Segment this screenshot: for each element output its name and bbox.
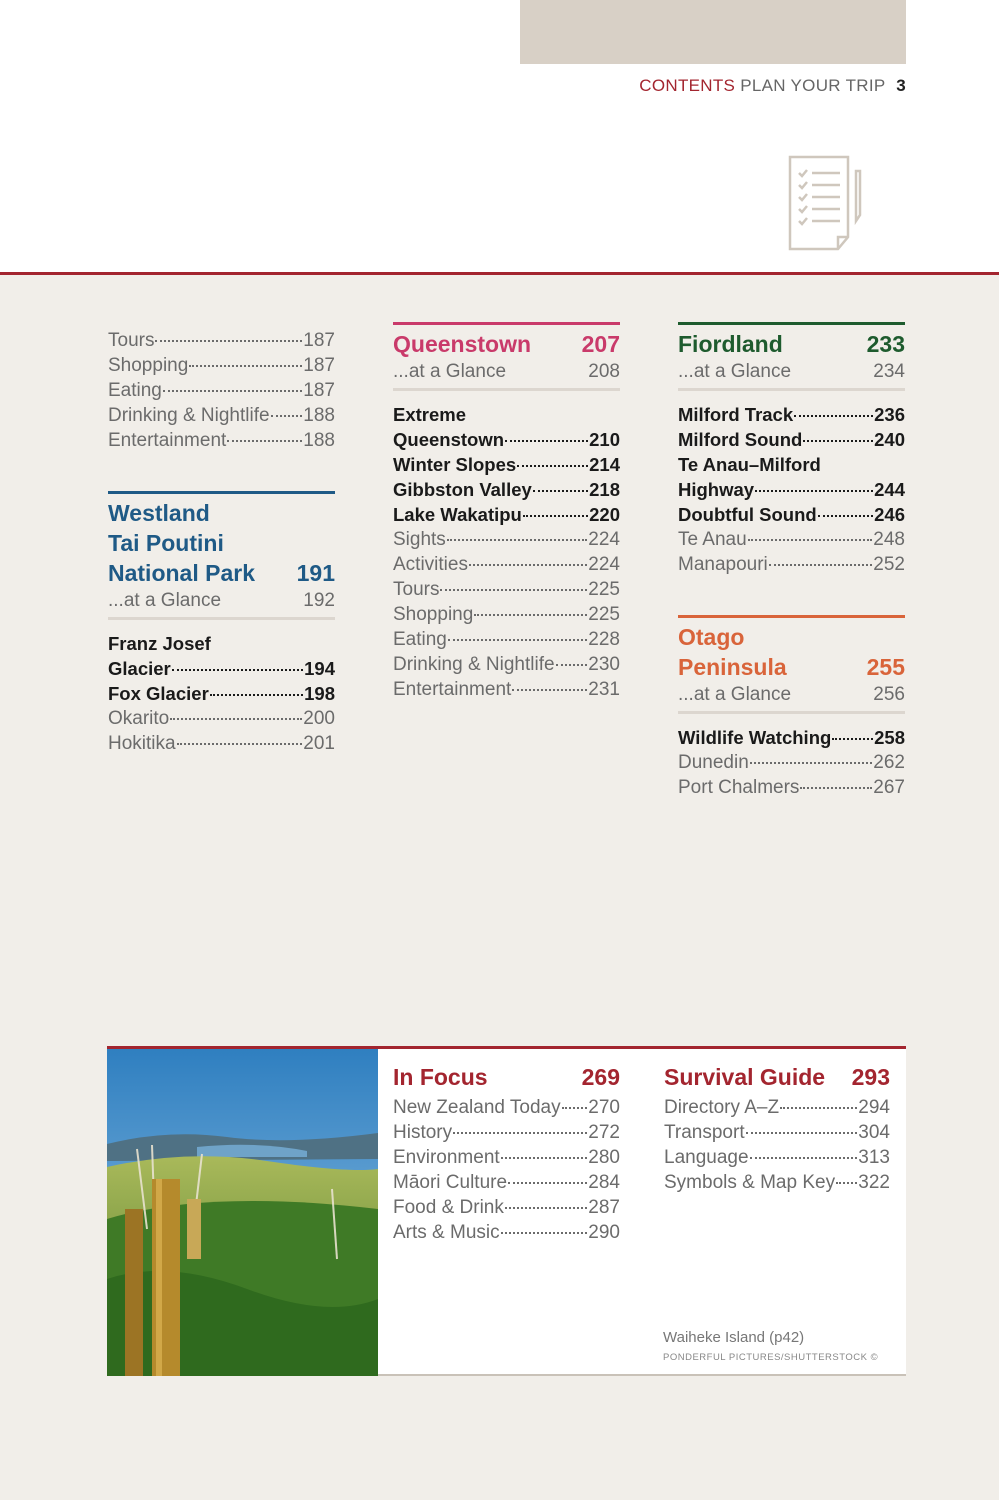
leader-dots <box>769 564 873 566</box>
toc-entry-label: Winter Slopes <box>393 454 517 475</box>
leader-dots <box>746 1132 858 1134</box>
toc-entry-label: Manapouri <box>678 554 768 575</box>
toc-entry[interactable] <box>393 627 620 652</box>
leader-dots <box>818 515 873 517</box>
leader-dots <box>832 738 873 740</box>
toc-entry[interactable] <box>393 1170 620 1195</box>
toc-entry-label: Language <box>664 1147 749 1168</box>
leader-dots <box>210 694 303 696</box>
toc-column-3 <box>678 322 905 800</box>
photo-credit: PONDERFUL PICTURES/SHUTTERSTOCK © <box>663 1352 879 1363</box>
leader-dots <box>780 1107 857 1109</box>
glance-page: 192 <box>303 590 335 611</box>
toc-entry-label: Entertainment <box>393 679 512 700</box>
toc-entry-page: 224 <box>588 554 620 575</box>
section-title: Queenstown <box>393 331 532 357</box>
toc-entry-label: Port Chalmers <box>678 777 800 798</box>
toc-entry[interactable] <box>108 378 335 403</box>
highlight-wrap-line[interactable]: Franz Josef <box>108 633 211 654</box>
page-number: 3 <box>896 76 906 95</box>
toc-entry-page: 214 <box>589 454 620 475</box>
toc-entry-page: 280 <box>588 1147 620 1168</box>
toc-entry-label: Shopping <box>108 355 189 376</box>
toc-entry-page: 240 <box>874 429 905 450</box>
toc-entry-label: Eating <box>108 380 162 401</box>
leader-dots <box>505 1207 587 1209</box>
toc-entry[interactable] <box>108 706 335 731</box>
section-page: 269 <box>581 1064 620 1090</box>
toc-entry-label: Transport <box>664 1122 745 1143</box>
toc-entry-label: New Zealand Today <box>393 1097 561 1118</box>
glance-entry[interactable] <box>678 359 905 391</box>
highlight-wrap-line[interactable]: Extreme <box>393 404 467 425</box>
section-page: 233 <box>866 331 905 357</box>
glance-label: ...at a Glance <box>108 590 222 611</box>
toc-entry-page: 224 <box>588 529 620 550</box>
toc-entry[interactable] <box>393 602 620 627</box>
toc-entry-label: Okarito <box>108 708 170 729</box>
toc-entry-label: Entertainment <box>108 430 227 451</box>
glance-label: ...at a Glance <box>678 361 792 382</box>
toc-column-1 <box>108 328 335 756</box>
toc-entry[interactable] <box>664 1095 890 1120</box>
toc-entry-page: 187 <box>303 380 335 401</box>
section-title-row[interactable] <box>393 329 620 359</box>
toc-entry-label: Sights <box>393 529 446 550</box>
toc-entry-label: Te Anau <box>678 529 747 550</box>
leader-dots <box>155 340 302 342</box>
toc-entry-label: Queenstown <box>393 429 505 450</box>
leader-dots <box>440 589 587 591</box>
toc-entry-page: 194 <box>304 658 335 679</box>
toc-entry-label: Fox Glacier <box>108 683 209 704</box>
leader-dots <box>505 440 588 442</box>
toc-entry-page: 188 <box>303 430 335 451</box>
survival-guide-column <box>664 1062 890 1195</box>
section-otago-peninsula <box>678 615 905 714</box>
glance-page: 208 <box>588 361 620 382</box>
toc-entry-label: Shopping <box>393 604 474 625</box>
toc-entry-page: 228 <box>588 629 620 650</box>
toc-list <box>108 328 335 453</box>
header-tab <box>520 0 906 64</box>
running-head <box>639 76 906 96</box>
highlight-entry[interactable] <box>108 656 335 681</box>
toc-entry-label: Wildlife Watching <box>678 727 832 748</box>
leader-dots <box>474 614 587 616</box>
running-head-contents: CONTENTS <box>639 76 736 95</box>
toc-entry-page: 287 <box>588 1197 620 1218</box>
toc-entry-label: Symbols & Map Key <box>664 1172 836 1193</box>
toc-entry-page: 220 <box>589 504 620 525</box>
toc-entry[interactable] <box>664 1170 890 1195</box>
section-page: 293 <box>851 1064 890 1090</box>
toc-entry[interactable] <box>108 403 335 428</box>
leader-dots <box>172 669 303 671</box>
section-queenstown <box>393 322 620 391</box>
highlight-wrap-line[interactable]: Te Anau–Milford <box>678 454 821 475</box>
toc-entry-page: 284 <box>588 1172 620 1193</box>
survival-guide-title-row[interactable] <box>664 1062 890 1092</box>
toc-entry-page: 313 <box>858 1147 890 1168</box>
glance-label: ...at a Glance <box>393 361 507 382</box>
toc-entry-page: 262 <box>873 752 905 773</box>
toc-entry-page: 290 <box>588 1222 620 1243</box>
photo-caption: Waiheke Island (p42) <box>663 1329 805 1346</box>
section-title: In Focus <box>393 1064 488 1090</box>
toc-entry-label: Lake Wakatipu <box>393 504 522 525</box>
toc-entry-label: Tours <box>108 330 155 351</box>
glance-entry[interactable] <box>678 682 905 714</box>
leader-dots <box>271 415 303 417</box>
section-page: 255 <box>866 654 905 680</box>
leader-dots <box>448 639 587 641</box>
toc-entry[interactable] <box>393 1120 620 1145</box>
toc-entry-page: 225 <box>588 579 620 600</box>
bottom-panel <box>107 1046 906 1376</box>
toc-entry-page: 236 <box>874 404 905 425</box>
toc-entry-page: 272 <box>588 1122 620 1143</box>
toc-entry-page: 322 <box>858 1172 890 1193</box>
leader-dots <box>562 1107 588 1109</box>
checklist-icon <box>786 155 866 251</box>
glance-label: ...at a Glance <box>678 684 792 705</box>
leader-dots <box>750 762 873 764</box>
section-page: 191 <box>296 560 335 586</box>
toc-entry-page: 252 <box>873 554 905 575</box>
toc-entry[interactable] <box>393 527 620 552</box>
toc-entry-page: 294 <box>858 1097 890 1118</box>
toc-entry-label: Directory A–Z <box>664 1097 780 1118</box>
toc-entry-page: 304 <box>858 1122 890 1143</box>
highlight-entry[interactable] <box>678 477 905 502</box>
toc-entry-page: 246 <box>874 504 905 525</box>
toc-entry[interactable] <box>678 775 905 800</box>
toc-entry[interactable] <box>108 353 335 378</box>
toc-entry[interactable] <box>108 731 335 756</box>
toc-entry[interactable] <box>393 1195 620 1220</box>
running-head-section: PLAN YOUR TRIP <box>740 76 886 95</box>
leader-dots <box>748 539 873 541</box>
leader-dots <box>750 1157 858 1159</box>
toc-entry[interactable] <box>664 1120 890 1145</box>
toc-entry[interactable] <box>678 552 905 577</box>
highlight-entry[interactable] <box>678 402 905 427</box>
leader-dots <box>556 664 588 666</box>
highlight-entry[interactable] <box>393 502 620 527</box>
toc-entry-page: 248 <box>873 529 905 550</box>
toc-entry[interactable] <box>393 652 620 677</box>
in-focus-column <box>393 1062 620 1245</box>
highlight-entry[interactable] <box>678 725 905 750</box>
leader-dots <box>794 415 873 417</box>
section-title-row[interactable] <box>108 558 335 588</box>
toc-entry[interactable] <box>108 328 335 353</box>
toc-entry-label: Doubtful Sound <box>678 504 817 525</box>
leader-dots <box>501 1157 588 1159</box>
toc-entry-label: Arts & Music <box>393 1222 500 1243</box>
toc-entry-label: Milford Sound <box>678 429 803 450</box>
leader-dots <box>508 1182 587 1184</box>
toc-entry[interactable] <box>678 527 905 552</box>
highlight-entry[interactable] <box>393 427 620 452</box>
section-westland <box>108 491 335 620</box>
highlight-entry[interactable] <box>678 427 905 452</box>
leader-dots <box>177 743 303 745</box>
toc-entry[interactable] <box>393 552 620 577</box>
toc-entry-label: Food & Drink <box>393 1197 504 1218</box>
highlight-entry[interactable] <box>108 681 335 706</box>
toc-entry-label: Environment <box>393 1147 500 1168</box>
toc-entry-page: 230 <box>588 654 620 675</box>
toc-entry-page: 210 <box>589 429 620 450</box>
leader-dots <box>836 1182 857 1184</box>
glance-page: 234 <box>873 361 905 382</box>
section-title: Survival Guide <box>664 1064 826 1090</box>
toc-entry[interactable] <box>678 750 905 775</box>
toc-entry[interactable] <box>393 577 620 602</box>
leader-dots <box>189 365 302 367</box>
toc-entry-label: Glacier <box>108 658 171 679</box>
section-title-line[interactable]: Tai Poutini <box>108 530 224 556</box>
toc-column-2 <box>393 322 620 702</box>
section-title-row[interactable] <box>678 329 905 359</box>
leader-dots <box>447 539 587 541</box>
leader-dots <box>453 1132 587 1134</box>
toc-entry[interactable] <box>393 677 620 702</box>
toc-entry-page: 258 <box>874 727 905 748</box>
toc-entry-page: 201 <box>303 733 335 754</box>
toc-entry-page: 198 <box>304 683 335 704</box>
leader-dots <box>469 564 587 566</box>
leader-dots <box>533 490 588 492</box>
leader-dots <box>517 465 588 467</box>
toc-entry-page: 218 <box>589 479 620 500</box>
toc-entry[interactable] <box>393 1095 620 1120</box>
toc-entry-page: 200 <box>303 708 335 729</box>
leader-dots <box>163 390 302 392</box>
leader-dots <box>755 490 873 492</box>
toc-entry-page: 270 <box>588 1097 620 1118</box>
toc-entry-page: 231 <box>588 679 620 700</box>
toc-entry-label: Activities <box>393 554 468 575</box>
highlight-entry[interactable] <box>678 502 905 527</box>
section-title-line[interactable]: Westland <box>108 500 210 526</box>
section-title-line: Peninsula <box>678 654 787 680</box>
leader-dots <box>512 689 587 691</box>
toc-entry-label: Tours <box>393 579 440 600</box>
toc-entry-page: 267 <box>873 777 905 798</box>
toc-entry-label: Milford Track <box>678 404 794 425</box>
toc-entry-label: Drinking & Nightlife <box>108 405 270 426</box>
toc-entry-page: 225 <box>588 604 620 625</box>
highlight-entry[interactable] <box>393 477 620 502</box>
toc-entry-label: Eating <box>393 629 447 650</box>
leader-dots <box>227 440 302 442</box>
landscape-photo <box>107 1049 378 1376</box>
section-fiordland <box>678 322 905 391</box>
toc-entry[interactable] <box>664 1145 890 1170</box>
toc-entry-page: 187 <box>303 355 335 376</box>
toc-entry-page: 187 <box>303 330 335 351</box>
in-focus-title-row[interactable] <box>393 1062 620 1092</box>
toc-entry[interactable] <box>393 1220 620 1245</box>
toc-entry-label: History <box>393 1122 453 1143</box>
toc-entry-page: 188 <box>303 405 335 426</box>
glance-page: 256 <box>873 684 905 705</box>
toc-entry-label: Gibbston Valley <box>393 479 532 500</box>
section-title: Fiordland <box>678 331 783 357</box>
leader-dots <box>523 515 588 517</box>
glance-entry[interactable] <box>108 588 335 620</box>
toc-entry-label: Māori Culture <box>393 1172 508 1193</box>
toc-entry[interactable] <box>108 428 335 453</box>
section-title-row[interactable] <box>678 652 905 682</box>
section-title-line[interactable]: Otago <box>678 624 745 650</box>
toc-entry-label: Highway <box>678 479 755 500</box>
glance-entry[interactable] <box>393 359 620 391</box>
highlight-entry[interactable] <box>393 452 620 477</box>
toc-entry-label: Hokitika <box>108 733 176 754</box>
toc-entry-label: Drinking & Nightlife <box>393 654 555 675</box>
toc-entry-page: 244 <box>874 479 905 500</box>
leader-dots <box>501 1232 588 1234</box>
leader-dots <box>803 440 873 442</box>
toc-entry[interactable] <box>393 1145 620 1170</box>
leader-dots <box>170 718 302 720</box>
toc-entry-label: Dunedin <box>678 752 749 773</box>
section-page: 207 <box>581 331 620 357</box>
leader-dots <box>800 787 872 789</box>
section-title-line: National Park <box>108 560 255 586</box>
